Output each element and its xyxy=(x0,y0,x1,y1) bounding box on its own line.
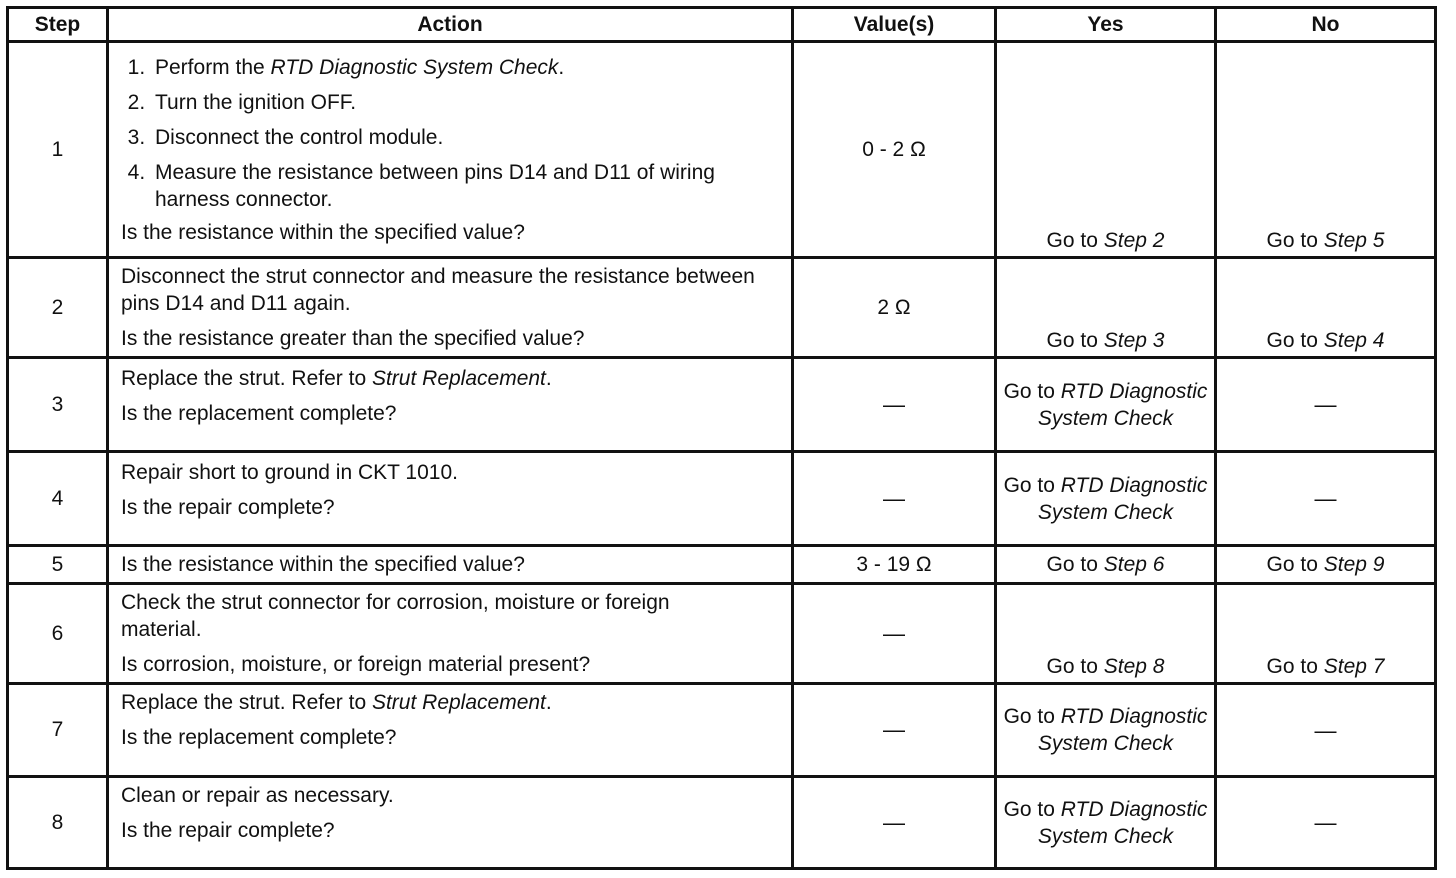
substep: 3. Disconnect the control module. xyxy=(151,124,783,151)
action-text: Replace the strut. Refer to Strut Replacement. xyxy=(121,367,552,390)
table-row xyxy=(8,358,1436,452)
value-cell: — xyxy=(793,584,996,684)
table-row xyxy=(8,546,1436,584)
action-question: Is the replacement complete? xyxy=(121,402,397,425)
step-number: 1 xyxy=(8,42,108,258)
header-action: Action xyxy=(108,8,793,42)
no-cell: Go to Step 9 xyxy=(1216,546,1436,584)
yes-cell: Go to Step 3 xyxy=(996,258,1216,358)
substep-list xyxy=(121,54,783,213)
action-question: Is the resistance within the specified value? xyxy=(121,553,525,576)
value-cell: 2 Ω xyxy=(793,258,996,358)
no-cell: Go to Step 5 xyxy=(1216,42,1436,258)
action-cell xyxy=(108,452,793,546)
diagnostic-table xyxy=(6,6,1437,870)
action-text: Clean or repair as necessary. xyxy=(121,784,394,807)
action-text: Replace the strut. Refer to Strut Replacement. xyxy=(121,691,552,714)
yes-cell: Go to RTD Diagnostic System Check xyxy=(996,358,1216,452)
header-yes: Yes xyxy=(996,8,1216,42)
step-number: 7 xyxy=(8,684,108,777)
yes-cell: Go to RTD Diagnostic System Check xyxy=(996,684,1216,777)
header-values: Value(s) xyxy=(793,8,996,42)
yes-cell: Go to Step 2 xyxy=(996,42,1216,258)
substep: 1. Perform the RTD Diagnostic System Check. xyxy=(151,54,783,81)
action-cell xyxy=(108,684,793,777)
action-question: Is the resistance within the specified value? xyxy=(121,220,525,244)
yes-cell: Go to Step 6 xyxy=(996,546,1216,584)
header-row xyxy=(8,8,1436,42)
no-cell: Go to Step 7 xyxy=(1216,584,1436,684)
substep: 4. Measure the resistance between pins D14 and D11 of wiring harness connector. xyxy=(151,159,783,213)
no-cell: — xyxy=(1216,358,1436,452)
table-row xyxy=(8,42,1436,258)
action-question: Is the repair complete? xyxy=(121,496,335,519)
header-no: No xyxy=(1216,8,1436,42)
action-cell xyxy=(108,258,793,358)
table-row xyxy=(8,258,1436,358)
action-question: Is the replacement complete? xyxy=(121,726,397,749)
table-row xyxy=(8,452,1436,546)
table-row xyxy=(8,684,1436,777)
step-number: 2 xyxy=(8,258,108,358)
action-cell xyxy=(108,358,793,452)
yes-cell: Go to RTD Diagnostic System Check xyxy=(996,452,1216,546)
step-number: 3 xyxy=(8,358,108,452)
table-row xyxy=(8,777,1436,869)
table-row xyxy=(8,584,1436,684)
action-cell xyxy=(108,42,793,258)
action-text: Disconnect the strut connector and measure the resistance between pins D14 and D11 again. xyxy=(121,265,755,315)
yes-cell: Go to Step 8 xyxy=(996,584,1216,684)
action-cell xyxy=(108,777,793,869)
action-text: Repair short to ground in CKT 1010. xyxy=(121,461,458,484)
action-text: Check the strut connector for corrosion, moisture or foreign material. xyxy=(121,591,670,641)
step-number: 4 xyxy=(8,452,108,546)
action-cell xyxy=(108,546,793,584)
step-number: 5 xyxy=(8,546,108,584)
value-cell: — xyxy=(793,684,996,777)
action-cell xyxy=(108,584,793,684)
value-cell: 0 - 2 Ω xyxy=(793,42,996,258)
header-step: Step xyxy=(8,8,108,42)
action-question: Is the resistance greater than the specified value? xyxy=(121,327,585,350)
step-number: 8 xyxy=(8,777,108,869)
value-cell: — xyxy=(793,452,996,546)
action-question: Is the repair complete? xyxy=(121,819,335,842)
value-cell: — xyxy=(793,358,996,452)
no-cell: Go to Step 4 xyxy=(1216,258,1436,358)
step-number: 6 xyxy=(8,584,108,684)
yes-cell: Go to RTD Diagnostic System Check xyxy=(996,777,1216,869)
value-cell: — xyxy=(793,777,996,869)
no-cell: — xyxy=(1216,684,1436,777)
substep: 2. Turn the ignition OFF. xyxy=(151,89,783,116)
no-cell: — xyxy=(1216,452,1436,546)
value-cell: 3 - 19 Ω xyxy=(793,546,996,584)
action-question: Is corrosion, moisture, or foreign material present? xyxy=(121,653,591,676)
no-cell: — xyxy=(1216,777,1436,869)
